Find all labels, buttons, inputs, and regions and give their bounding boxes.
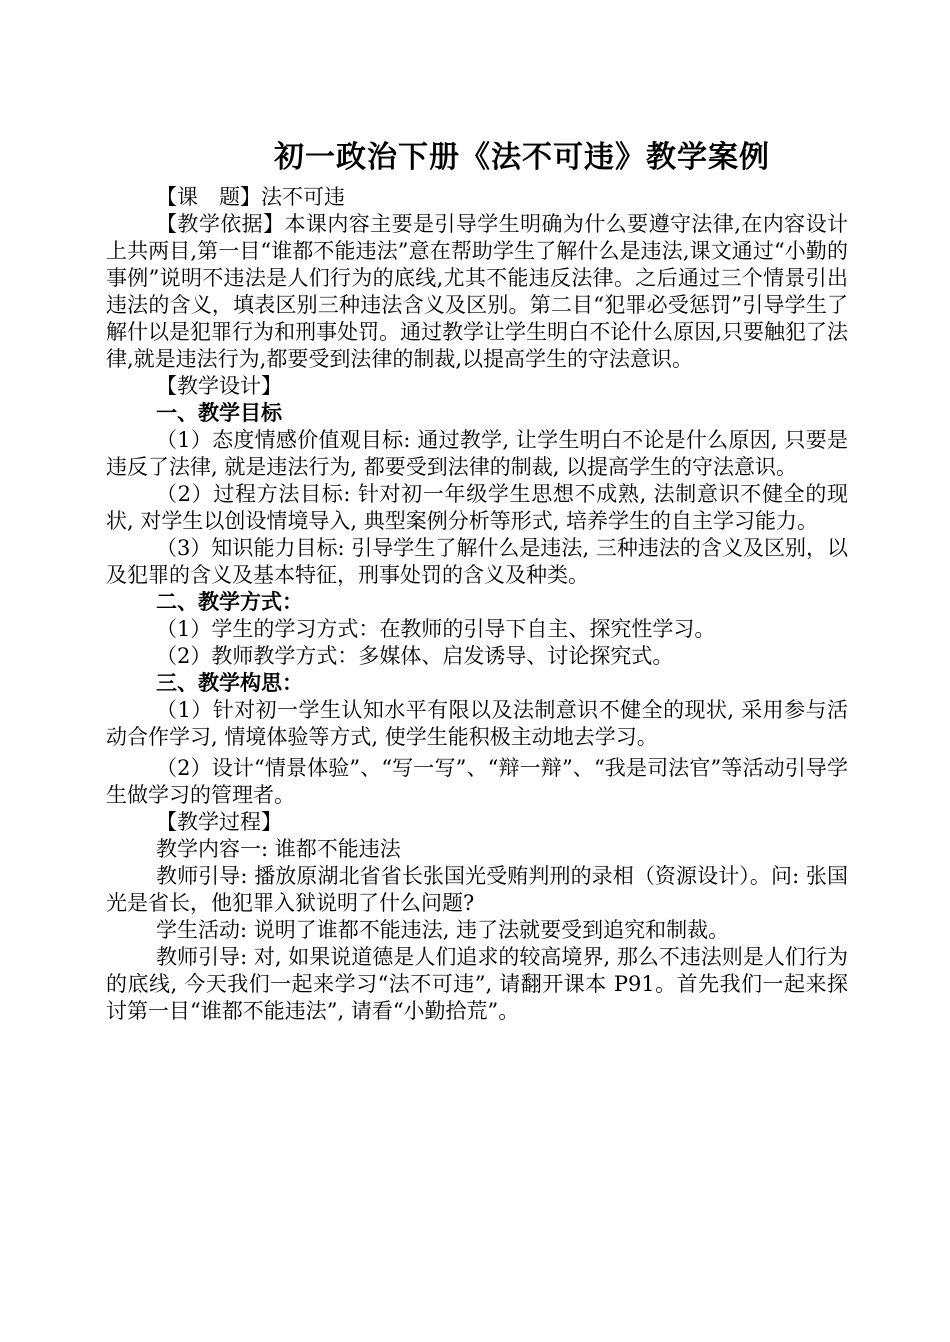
concept-1: （1）针对初一学生认知水平有限以及法制意识不健全的现状, 采用参与活动合作学习, 情境体验等方式, 使学生能积极主动地去学习。 xyxy=(106,698,848,749)
concept-heading: 三、教学构思： xyxy=(156,671,303,695)
document-page xyxy=(106,136,848,1025)
goal-1: （1）态度情感价值观目标: 通过教学, 让学生明白不论是什么原因, 只要是违反了法律, 就是违法行为, 都要受到法律的制裁, 以提高学生的守法意识。 xyxy=(106,428,848,479)
method-1: （1）学生的学习方式：在教师的引导下自主、探究性学习。 xyxy=(156,617,716,641)
topic-line: 【课 题】法不可违 xyxy=(156,185,345,209)
teacher-guide-1: 教师引导: 播放原湖北省省长张国光受贿判刑的录相（资源设计）。问: 张国光是省长，他犯罪入狱说明了什么问题? xyxy=(106,864,848,915)
student-activity-1: 学生活动: 说明了谁都不能违法, 违了法就要受到追究和制裁。 xyxy=(156,918,730,942)
design-header: 【教学设计】 xyxy=(156,374,282,398)
process-header: 【教学过程】 xyxy=(156,810,282,834)
goals-heading: 一、教学目标 xyxy=(156,401,282,425)
concept-2: （2）设计“情景体验”、“写一写”、“辩一辩”、“我是司法官”等活动引导学生做学习的管理者。 xyxy=(106,756,848,807)
methods-heading: 二、教学方式： xyxy=(156,590,303,614)
goal-2: （2）过程方法目标: 针对初一年级学生思想不成熟, 法制意识不健全的现状, 对学生以创设情境导入, 典型案例分析等形式, 培养学生的自主学习能力。 xyxy=(106,482,848,533)
method-2: （2）教师教学方式：多媒体、启发诱导、讨论探究式。 xyxy=(156,644,674,668)
teacher-guide-2: 教师引导: 对, 如果说道德是人们追求的较高境界, 那么不违法则是人们行为的底线, 今天我们一起来学习“法不可违”, 请翻开课本 P91。首先我们一起来探讨第一目“谁都不能违法”, 请看“小勤拾荒”。 xyxy=(106,945,848,1023)
goal-3: （3）知识能力目标: 引导学生了解什么是违法, 三种违法的含义及区别，以及犯罪的含义及基本特征，刑事处罚的含义及种类。 xyxy=(106,536,848,587)
basis-paragraph: 【教学依据】本课内容主要是引导学生明确为什么要遵守法律,在内容设计上共两目,第一目“谁都不能违法”意在帮助学生了解什么是违法,课文通过“小勤的事例”说明不违法是人们行为的底线,尤其不能违反法律。之后通过三个情景引出违法的含义，填表区别三种违法含义及区别。第二目“犯罪必受惩罚”引导学生了解什以是犯罪行为和刑事处罚。通过教学让学生明白不论什么原因,只要触犯了法律,就是违法行为,都要受到法律的制裁,以提高学生的守法意识。 xyxy=(106,212,848,371)
document-title: 初一政治下册《法不可违》教学案例 xyxy=(274,140,770,175)
content-1: 教学内容一: 谁都不能违法 xyxy=(156,837,401,861)
